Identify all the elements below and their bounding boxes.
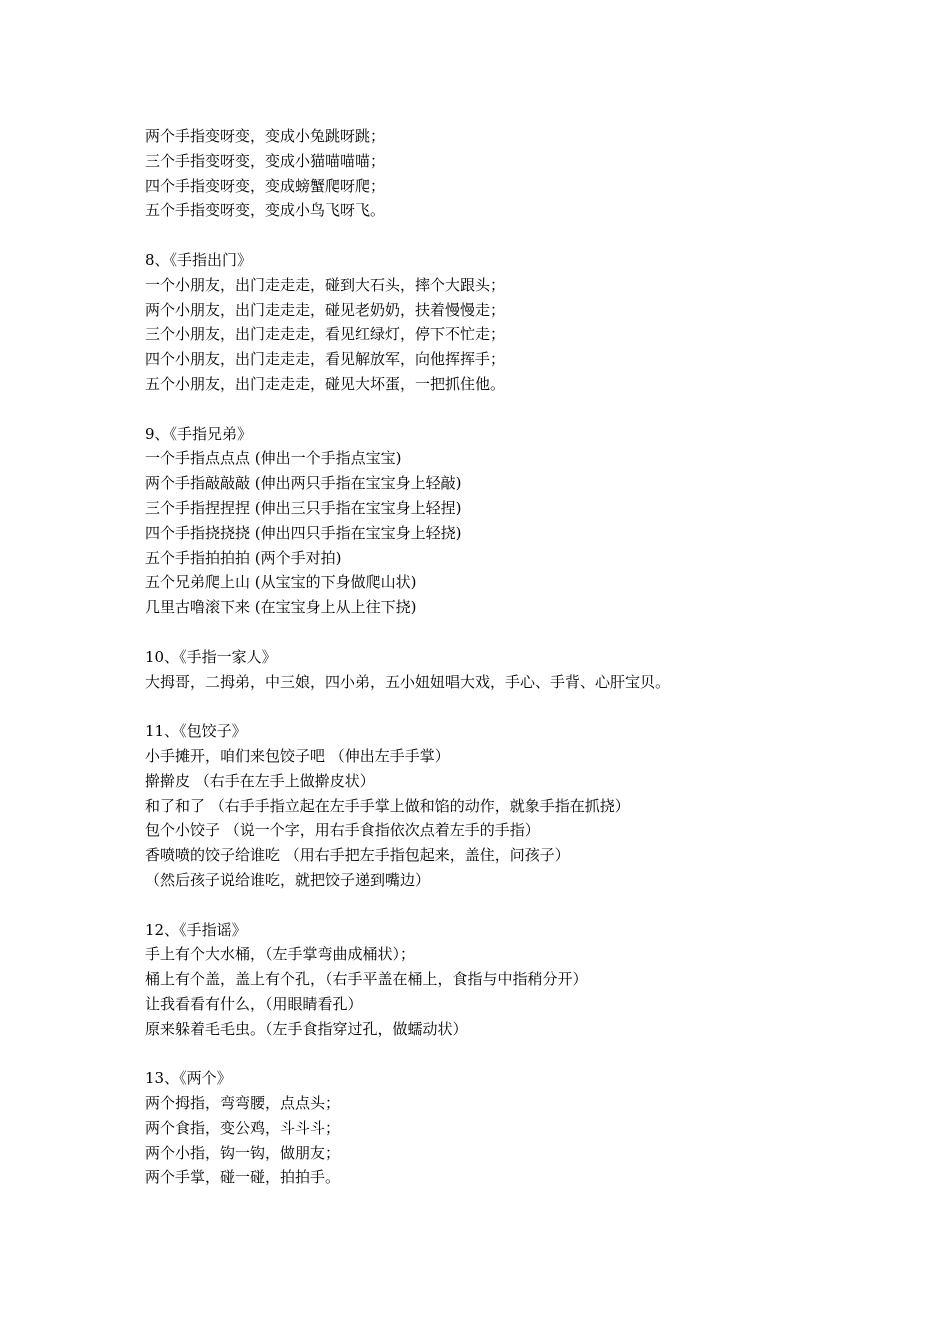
section-title: 10、《手指一家人》 (145, 647, 277, 666)
text-line: 两个拇指，弯弯腰，点点头； (145, 1094, 341, 1113)
section-title: 8、《手指出门》 (145, 250, 253, 269)
text-line: 五个手指变呀变，变成小鸟飞呀飞。 (145, 201, 386, 220)
spacer (145, 397, 905, 422)
section-title: 9、《手指兄弟》 (145, 424, 253, 443)
section-block (145, 918, 905, 1042)
section-block (145, 1066, 905, 1190)
text-line: 四个手指挠挠挠 (伸出四只手指在宝宝身上轻挠) (145, 523, 462, 542)
intro-block (145, 124, 905, 223)
text-line: 四个手指变呀变，变成螃蟹爬呀爬； (145, 176, 386, 195)
text-line: 五个小朋友，出门走走走，碰见大坏蛋，一把抓住他。 (145, 374, 506, 393)
text-line: 小手摊开，咱们来包饺子吧 （伸出左手手掌） (145, 746, 450, 765)
text-line: 几里古噜滚下来 (在宝宝身上从上往下挠) (145, 598, 417, 617)
text-line: 两个食指，变公鸡，斗斗斗； (145, 1118, 341, 1137)
text-line: 两个小朋友，出门走走走，碰见老奶奶，扶着慢慢走； (145, 300, 506, 319)
spacer (145, 223, 905, 248)
text-line: 两个手指敲敲敲 (伸出两只手指在宝宝身上轻敲) (145, 474, 462, 493)
text-line: 手上有个大水桶，（左手掌弯曲成桶状）； (145, 945, 416, 964)
text-line: 包个小饺子 （说一个字，用右手食指依次点着左手的手指） (145, 821, 540, 840)
section-block (145, 645, 905, 695)
text-line: 两个小指，钩一钩，做朋友； (145, 1143, 341, 1162)
spacer (145, 694, 905, 719)
text-line: 四个小朋友，出门走走走，看见解放军，向他挥挥手； (145, 350, 506, 369)
spacer (145, 893, 905, 918)
text-line: 两个手指变呀变，变成小兔跳呀跳； (145, 127, 386, 145)
section-block (145, 719, 905, 893)
section-block (145, 422, 905, 620)
text-line: 原来躲着毛毛虫。（左手食指穿过孔，做蠕动状） (145, 1019, 468, 1038)
text-line: 五个手指拍拍拍 (两个手对拍) (145, 548, 342, 567)
text-line: 桶上有个盖，盖上有个孔，（右手平盖在桶上，食指与中指稍分开） (145, 970, 588, 989)
text-line: 让我看看有什么，（用眼睛看孔） (145, 994, 363, 1013)
text-line: 三个手指变呀变，变成小猫喵喵喵； (145, 151, 386, 170)
text-line: 三个小朋友，出门走走走，看见红绿灯，停下不忙走； (145, 325, 506, 344)
document-page (145, 124, 905, 1190)
text-line: （然后孩子说给谁吃，就把饺子递到嘴边） (145, 870, 431, 889)
text-line: 三个手指捏捏捏 (伸出三只手指在宝宝身上轻捏) (145, 498, 462, 517)
text-line: 大拇哥，二拇弟，中三娘，四小弟，五小妞妞唱大戏，手心、手背、心肝宝贝。 (145, 672, 671, 691)
section-title: 12、《手指谣》 (145, 920, 247, 939)
section-title: 11、《包饺子》 (145, 722, 247, 741)
text-line: 擀擀皮 （右手在左手上做擀皮状） (145, 771, 375, 790)
text-line: 一个手指点点点 (伸出一个手指点宝宝) (145, 449, 402, 468)
section-block (145, 248, 905, 397)
text-line: 和了和了 （右手手指立起在左手手掌上做和馅的动作，就象手指在抓挠） (145, 796, 630, 815)
section-title: 13、《两个》 (145, 1069, 232, 1088)
spacer (145, 620, 905, 645)
spacer (145, 1041, 905, 1066)
text-line: 香喷喷的饺子给谁吃 （用右手把左手指包起来，盖住，问孩子） (145, 846, 570, 865)
text-line: 五个兄弟爬上山 (从宝宝的下身做爬山状) (145, 573, 417, 592)
text-line: 一个小朋友，出门走走走，碰到大石头，摔个大跟头； (145, 275, 506, 294)
text-line: 两个手掌，碰一碰，拍拍手。 (145, 1168, 341, 1187)
